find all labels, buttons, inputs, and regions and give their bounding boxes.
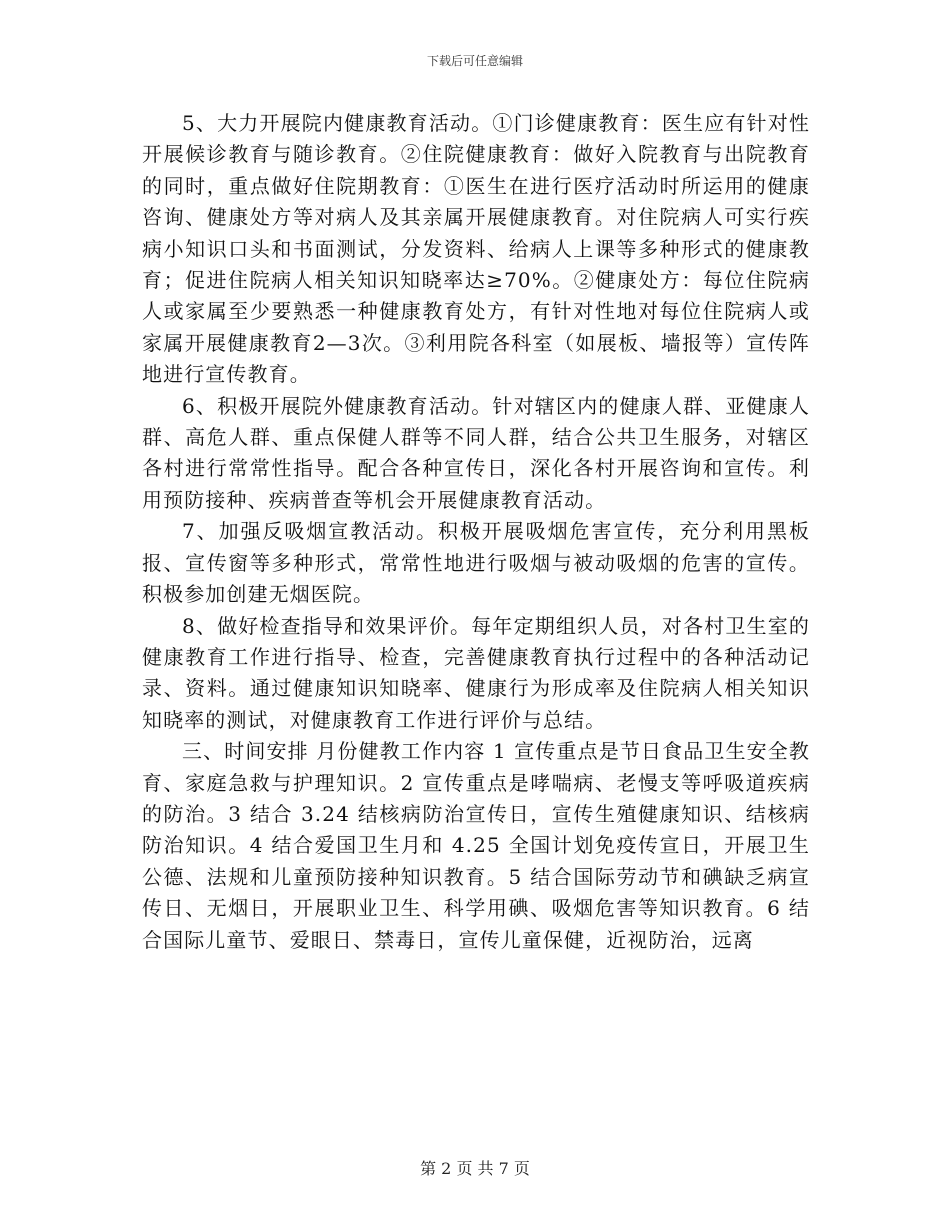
paragraph-item-7: 7、加强反吸烟宣教活动。积极开展吸烟危害宣传，充分利用黑板报、宣传窗等多种形式，常常性地进行吸烟与被动吸烟的危害的宣传。积极参加创建无烟医院。 <box>142 519 810 607</box>
paragraph-item-8: 8、做好检查指导和效果评价。每年定期组织人员，对各村卫生室的健康教育工作进行指导、检查，完善健康教育执行过程中的各种活动记录、资料。通过健康知识知晓率、健康行为形成率及住院病人相关知识知晓率的测试，对健康教育工作进行评价与总结。 <box>142 613 810 732</box>
paragraph-schedule: 三、时间安排 月份健教工作内容 1 宣传重点是节日食品卫生安全教育、家庭急救与护理知识。2 宣传重点是哮喘病、老慢支等呼吸道疾病的防治。3 结合 3.24 结核病防治宣传日，宣传生殖健康知识、结核病防治知识。4 结合爱国卫生月和 4.25 全国计划免疫传宣日，开展卫生公德、法规和儿童预防接种知识教育。5 结合国际劳动节和碘缺乏病宣传日、无烟日，开展职业卫生、科学用碘、吸烟危害等知识教育。6 结合国际儿童节、爱眼日、禁毒日，宣传儿童保健，近视防治，远离 <box>142 739 811 952</box>
paragraph-item-6: 6、积极开展院外健康教育活动。针对辖区内的健康人群、亚健康人群、高危人群、重点保健人群等不同人群，结合公共卫生服务，对辖区各村进行常常性指导。配合各种宣传日，深化各村开展咨询和宣传。利用预防接种、疾病普查等机会开展健康教育活动。 <box>142 393 810 512</box>
page-header: 下载后可任意编辑 <box>426 54 523 68</box>
document-body <box>142 108 810 956</box>
paragraph-item-5: 5、大力开展院内健康教育活动。①门诊健康教育：医生应有针对性开展候诊教育与随诊教育。②住院健康教育：做好入院教育与出院教育的同时，重点做好住院期教育：①医生在进行医疗活动时所运用的健康咨询、健康处方等对病人及其亲属开展健康教育。对住院病人可实行疾病小知识口头和书面测试，分发资料、给病人上课等多种形式的健康教育；促进住院病人相关知识知晓率达≥70%。②健康处方：每位住院病人或家属至少要熟悉一种健康教育处方，有针对性地对每位住院病人或家属开展健康教育2—3次。③利用院各科室（如展板、墙报等）宣传阵地进行宣传教育。 <box>142 111 810 387</box>
page-number: 第 2 页 共 7 页 <box>420 1159 530 1178</box>
